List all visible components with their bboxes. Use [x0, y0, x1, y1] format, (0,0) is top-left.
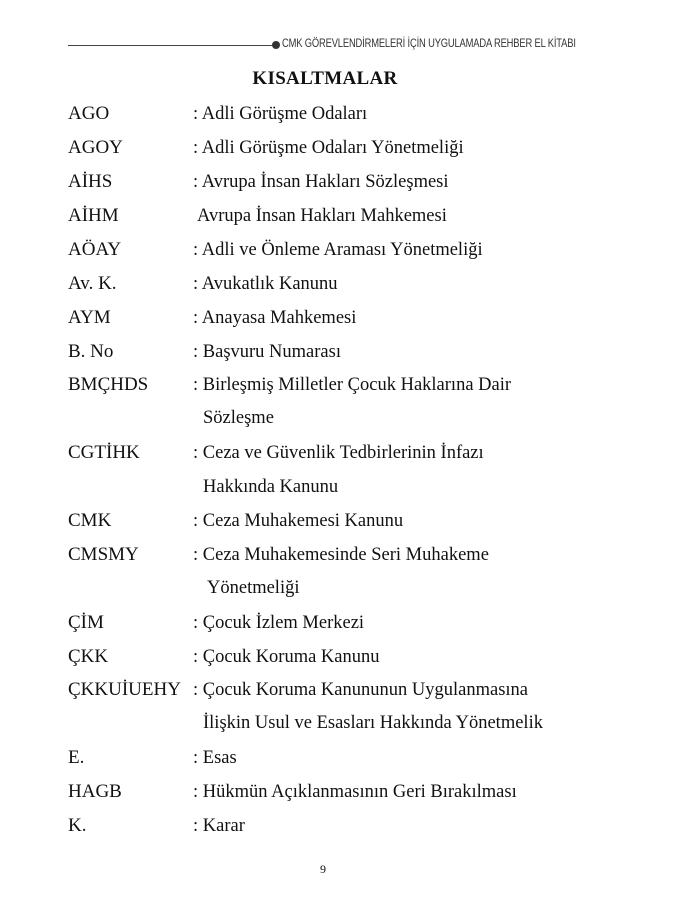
abbreviation: BMÇHDS	[68, 374, 149, 395]
abbreviation: ÇKKUİUEHY	[68, 679, 181, 700]
abbreviation: HAGB	[68, 781, 122, 802]
abbreviation-definition: : Ceza Muhakemesinde Seri Muhakeme	[193, 545, 489, 565]
abbreviation-definition: : Esas	[193, 748, 237, 768]
abbreviation-definition: : Başvuru Numarası	[193, 342, 341, 362]
definition-continuation: Hakkında Kanunu	[203, 477, 339, 497]
abbreviation-definition: : Adli ve Önleme Araması Yönetmeliği	[193, 240, 483, 260]
abbreviation: B. No	[68, 341, 114, 362]
abbreviation-definition: : Çocuk Koruma Kanununun Uygulanmasına	[193, 680, 528, 700]
page-number: 9	[320, 862, 326, 876]
abbreviation-definition: : Ceza Muhakemesi Kanunu	[193, 511, 404, 531]
abbreviation: K.	[68, 815, 87, 836]
abbreviation: CGTİHK	[68, 442, 140, 463]
abbreviation: Av. K.	[68, 273, 117, 294]
abbreviation: CMSMY	[68, 544, 139, 565]
definition-continuation: Yönetmeliği	[207, 578, 300, 598]
abbreviation: CMK	[68, 510, 112, 531]
abbreviation-definition: : Adli Görüşme Odaları	[193, 104, 368, 124]
abbreviation-definition: : Avukatlık Kanunu	[193, 274, 338, 294]
abbreviation: AGO	[68, 103, 110, 124]
abbreviation: ÇKK	[68, 646, 109, 667]
abbreviation-definition: Avrupa İnsan Hakları Mahkemesi	[197, 206, 447, 226]
abbreviation: ÇİM	[68, 612, 104, 633]
abbreviation-definition: : Ceza ve Güvenlik Tedbirlerinin İnfazı	[193, 443, 484, 463]
abbreviation: E.	[68, 747, 85, 768]
abbreviation-definition: : Avrupa İnsan Hakları Sözleşmesi	[193, 172, 449, 192]
abbreviation-definition: : Adli Görüşme Odaları Yönetmeliği	[193, 138, 464, 158]
abbreviation-definition: : Birleşmiş Milletler Çocuk Haklarına Dair	[193, 375, 512, 395]
definition-continuation: İlişkin Usul ve Esasları Hakkında Yönetmelik	[203, 713, 543, 733]
abbreviation: AÖAY	[68, 239, 122, 260]
abbreviation: AGOY	[68, 137, 123, 158]
abbreviation-definition: : Anayasa Mahkemesi	[193, 308, 357, 328]
abbreviation-definition: : Çocuk Koruma Kanunu	[193, 647, 380, 667]
abbreviation: AİHS	[68, 171, 113, 192]
page-title: KISALTMALAR	[252, 68, 398, 89]
running-header-title: CMK GÖREVLENDİRMELERİ İÇİN UYGULAMADA REHBER EL KİTABI	[282, 36, 576, 50]
abbreviation: AYM	[68, 307, 111, 328]
definition-continuation: Sözleşme	[203, 408, 274, 428]
abbreviation-definition: : Hükmün Açıklanmasının Geri Bırakılması	[193, 782, 517, 802]
abbreviation: AİHM	[68, 205, 119, 226]
abbreviation-definition: : Karar	[193, 816, 245, 836]
abbreviation-definition: : Çocuk İzlem Merkezi	[193, 613, 365, 633]
